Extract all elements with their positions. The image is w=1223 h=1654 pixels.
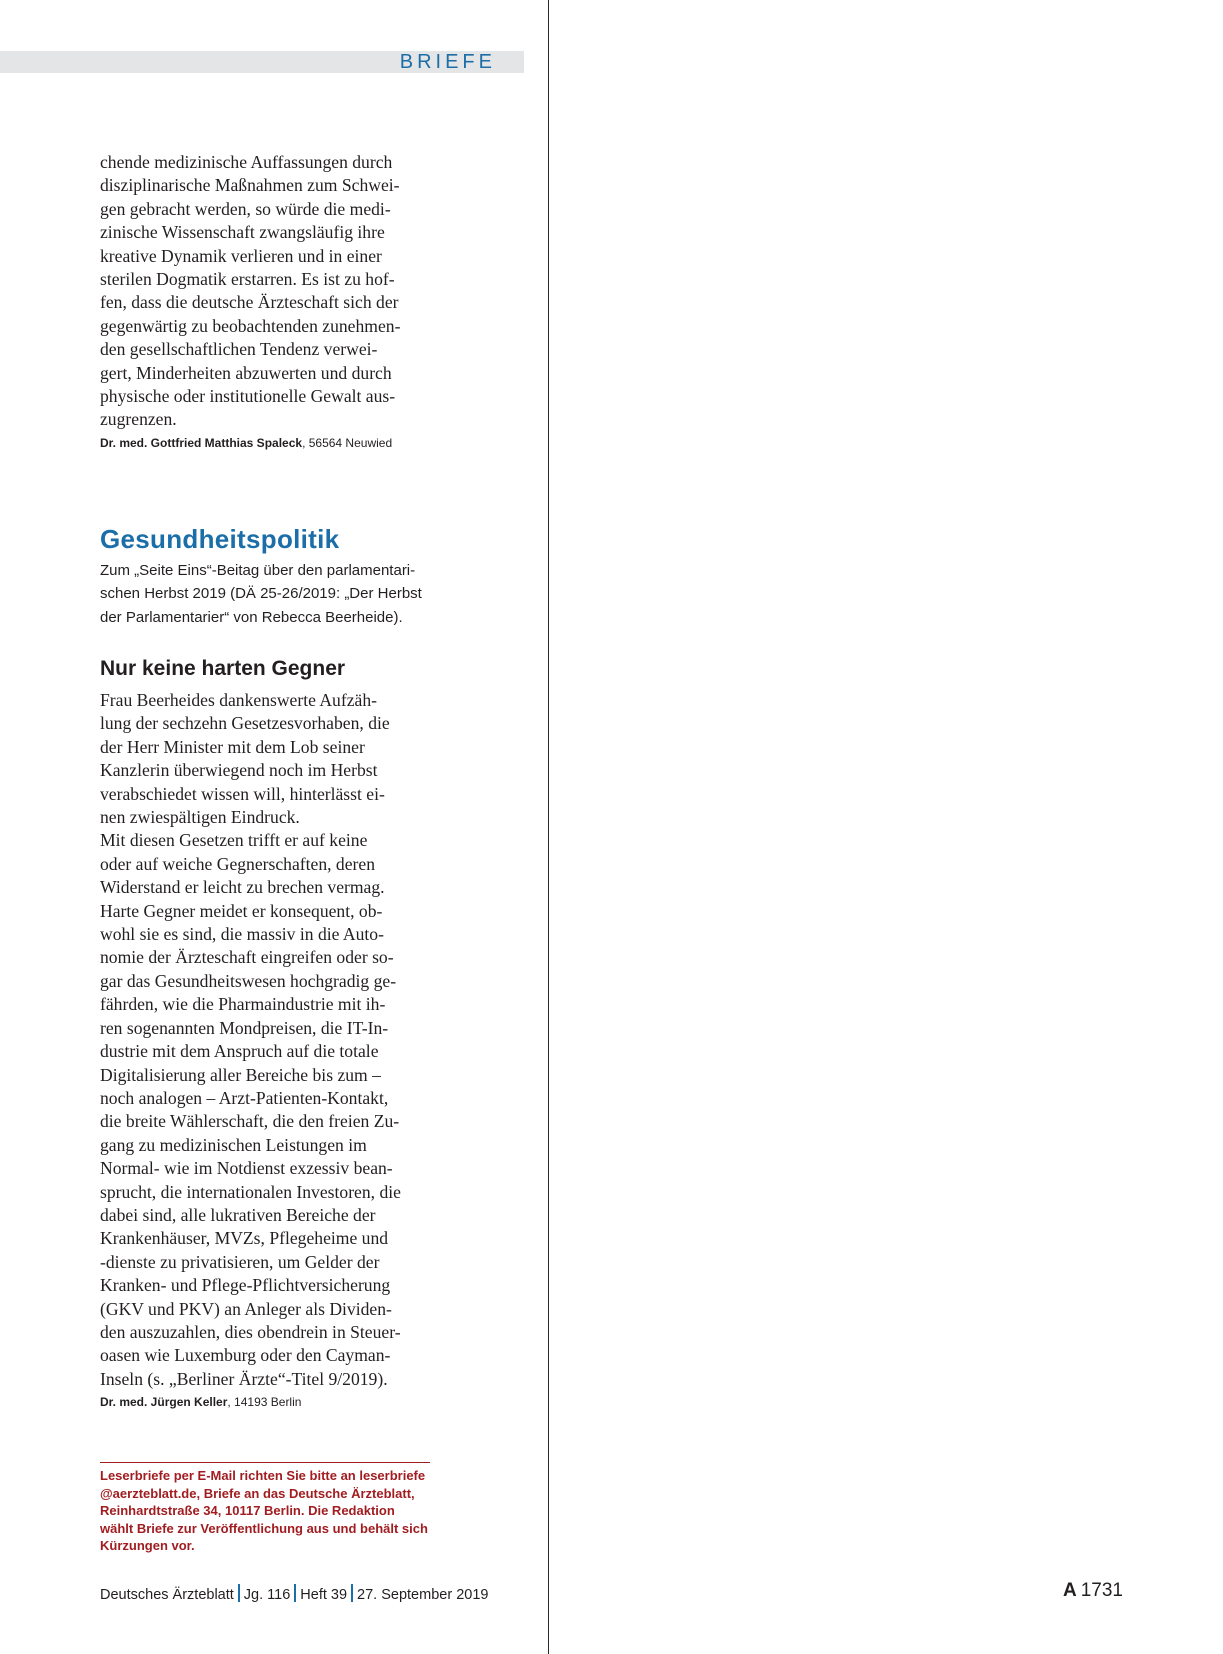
text-line: wohl sie es sind, die massiv in die Auto- [100, 924, 384, 945]
text-line: fährden, wie die Pharmaindustrie mit ih- [100, 994, 386, 1015]
author-location: , 56564 Neuwied [302, 435, 393, 450]
text-line: gegenwärtig zu beobachtenden zunehmen- [100, 315, 401, 336]
footer-separator [238, 1584, 240, 1602]
letter-one [100, 151, 430, 451]
text-line: sprucht, die internationalen Investoren, die [100, 1181, 401, 1202]
text-line: die breite Wählerschaft, die den freien Zu- [100, 1111, 400, 1132]
text-line: ren sogenannten Mondpreisen, die IT-In- [100, 1017, 389, 1038]
notice-line: @aerzteblatt.de, Briefe an das Deutsche Ärzteblatt, [100, 1485, 415, 1501]
text-line: dustrie mit dem Anspruch auf die totale [100, 1041, 379, 1062]
text-line: dabei sind, alle lukrativen Bereiche der [100, 1204, 376, 1225]
letter-two [100, 689, 430, 1410]
text-line: lung der sechzehn Gesetzesvorhaben, die [100, 713, 390, 734]
text-line: Krankenhäuser, MVZs, Pflegeheime und [100, 1228, 389, 1249]
footer-issue: Heft 39 [300, 1587, 348, 1603]
text-line: nen zwiespältigen Eindruck. [100, 807, 300, 828]
intro-line: der Parlamentarier“ von Rebecca Beerheide). [100, 608, 403, 626]
page-prefix: A [1062, 1580, 1077, 1601]
footer-separator [294, 1584, 296, 1602]
text-line: Widerstand er leicht zu brechen vermag. [100, 877, 385, 898]
section-header-title: BRIEFE [399, 51, 496, 73]
letter-two-body [100, 689, 430, 1391]
section-intro [100, 559, 430, 629]
text-line: fen, dass die deutsche Ärzteschaft sich der [100, 292, 399, 313]
text-line: verabschiedet wissen will, hinterlässt ei- [100, 783, 385, 804]
notice-line: Kürzungen vor. [100, 1538, 195, 1554]
text-line: gar das Gesundheitswesen hochgradig ge- [100, 970, 397, 991]
text-line: sterilen Dogmatik erstarren. Es ist zu hof- [100, 269, 395, 290]
notice-line: Leserbriefe per E-Mail richten Sie bitte an leserbriefe [100, 1468, 426, 1483]
text-line: zinische Wissenschaft zwangsläufig ihre [100, 222, 385, 243]
text-line: oasen wie Luxemburg oder den Cayman- [100, 1345, 391, 1366]
intro-line: schen Herbst 2019 (DÄ 25-26/2019: „Der Herbst [100, 585, 422, 603]
text-line: gen gebracht werden, so würde die medi- [100, 198, 391, 219]
page-number-value: 1731 [1080, 1580, 1123, 1601]
author-name: Dr. med. Jürgen Keller [100, 1395, 228, 1410]
intro-line: Zum „Seite Eins“-Beitag über den parlamentari- [100, 562, 416, 579]
text-line: Inseln (s. „Berliner Ärzte“-Titel 9/2019). [100, 1368, 388, 1389]
text-line: Frau Beerheides dankenswerte Aufzäh- [100, 690, 377, 710]
text-line: Kanzlerin überwiegend noch im Herbst [100, 760, 378, 781]
text-line: Mit diesen Gesetzen trifft er auf keine [100, 830, 368, 851]
author-name: Dr. med. Gottfried Matthias Spaleck [100, 435, 303, 450]
text-line: disziplinarische Maßnahmen zum Schwei- [100, 175, 400, 196]
text-line: den auszuzahlen, dies obendrein in Steuer- [100, 1321, 401, 1342]
text-line: -dienste zu privatisieren, um Gelder der [100, 1251, 380, 1272]
text-line: zugrenzen. [100, 409, 177, 430]
text-line: (GKV und PKV) an Anleger als Dividen- [100, 1298, 392, 1319]
footer-date: 27. September 2019 [357, 1587, 489, 1603]
reader-letter-notice [100, 1467, 430, 1555]
author-location: , 14193 Berlin [227, 1395, 302, 1410]
page-footer [100, 1584, 488, 1603]
notice-line: wählt Briefe zur Veröffentlichung aus und behält sich [100, 1520, 428, 1536]
section-header-bar [0, 51, 524, 73]
notice-divider [100, 1462, 430, 1463]
text-line: nomie der Ärzteschaft eingreifen oder so- [100, 947, 394, 968]
page-number [1063, 1580, 1123, 1602]
letter-one-body [100, 151, 430, 432]
letter-one-signature [100, 435, 430, 451]
text-line: gert, Minderheiten abzuwerten und durch [100, 362, 392, 383]
column-divider [548, 0, 549, 1654]
letter-two-signature [100, 1394, 430, 1410]
text-line: Kranken- und Pflege-Pflichtversicherung [100, 1275, 391, 1296]
text-line: Digitalisierung aller Bereiche bis zum – [100, 1064, 381, 1085]
footer-journal: Deutsches Ärzteblatt [100, 1587, 234, 1603]
letter-two-headline: Nur keine harten Gegner [100, 657, 346, 680]
text-line: kreative Dynamik verlieren und in einer [100, 245, 382, 266]
text-line: den gesellschaftlichen Tendenz verwei- [100, 339, 378, 360]
notice-line: Reinhardtstraße 34, 10117 Berlin. Die Redaktion [100, 1503, 395, 1519]
footer-volume: Jg. 116 [243, 1587, 291, 1603]
text-line: oder auf weiche Gegnerschaften, deren [100, 853, 375, 874]
footer-separator [351, 1584, 353, 1602]
text-line: Harte Gegner meidet er konsequent, ob- [100, 900, 383, 921]
text-line: physische oder institutionelle Gewalt aus- [100, 386, 396, 407]
text-line: Normal- wie im Notdienst exzessiv bean- [100, 1158, 393, 1179]
text-line: der Herr Minister mit dem Lob seiner [100, 736, 365, 757]
section-title: Gesundheitspolitik [100, 524, 340, 554]
text-line: gang zu medizinischen Leistungen im [100, 1134, 367, 1155]
text-line: noch analogen – Arzt-Patienten-Kontakt, [100, 1087, 389, 1108]
text-line: chende medizinische Auffassungen durch [100, 152, 393, 172]
